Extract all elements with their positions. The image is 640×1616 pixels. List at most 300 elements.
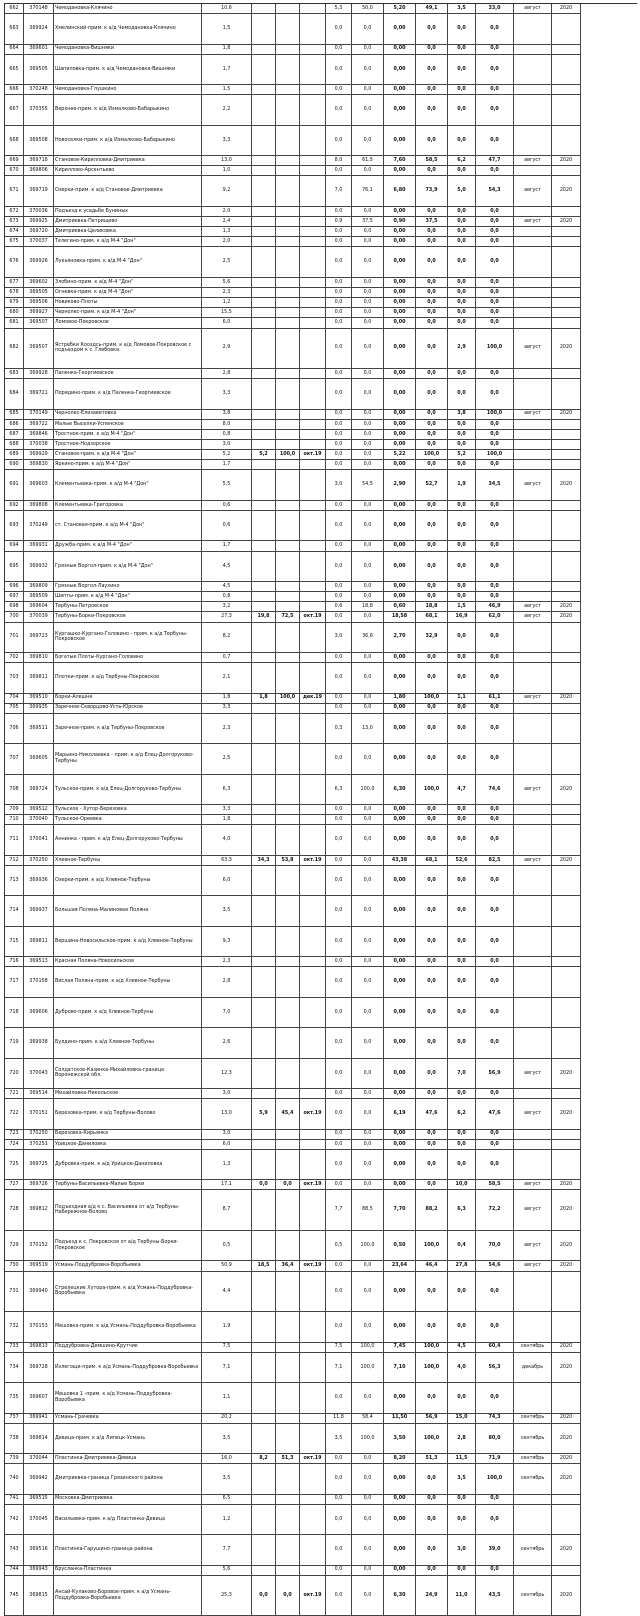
cell-month: [514, 14, 552, 44]
cell-value-c: 0,0: [448, 420, 476, 430]
cell-repaired-length: 5,2: [252, 450, 276, 460]
cell-row-number: 707: [5, 744, 24, 774]
cell-road-name: Хлевное-Тербуны: [54, 856, 202, 866]
cell-value-b: 0,00: [384, 1505, 416, 1535]
cell-value-b: 0,00: [384, 967, 416, 997]
cell-month: сентябрь: [514, 1414, 552, 1424]
cell-road-name: Клементьевка-Григоровка: [54, 501, 202, 511]
cell-value-a-percent: 0,0: [352, 1576, 384, 1616]
cell-repaired-length: [252, 927, 276, 957]
cell-repair-date: [300, 1028, 326, 1058]
cell-value-c-percent: 0,0: [476, 379, 514, 409]
cell-repaired-percent: [276, 653, 300, 663]
cell-road-length: 3,8: [202, 410, 252, 420]
cell-value-b-percent: 0,0: [416, 704, 448, 714]
cell-repaired-percent: [276, 1424, 300, 1454]
cell-row-number: 693: [5, 511, 24, 541]
cell-year: [552, 1566, 581, 1576]
cell-repaired-percent: [276, 1272, 300, 1313]
cell-repaired-percent: [276, 1495, 300, 1505]
cell-repaired-percent: [276, 1505, 300, 1535]
cell-row-number: 738: [5, 1424, 24, 1454]
cell-repaired-percent: [276, 1343, 300, 1353]
cell-value-b: 0,00: [384, 369, 416, 379]
cell-value-b: 0,00: [384, 166, 416, 176]
cell-road-name: Огневка-прим. к а/д М-4 "Дон": [54, 288, 202, 298]
cell-value-b: 8,20: [384, 1454, 416, 1464]
cell-row-number: 734: [5, 1353, 24, 1383]
cell-value-a-percent: 0,0: [352, 1272, 384, 1313]
cell-repair-date: [300, 85, 326, 95]
cell-road-id: 369846: [24, 430, 54, 440]
cell-road-id: 369725: [24, 1150, 54, 1180]
cell-repaired-percent: 0,0: [276, 1180, 300, 1190]
cell-month: [514, 440, 552, 450]
cell-road-name: Московка-Дмитриевка: [54, 1495, 202, 1505]
cell-value-c-percent: 0,0: [476, 582, 514, 592]
cell-row-number: 689: [5, 450, 24, 460]
cell-repaired-length: [252, 440, 276, 450]
cell-year: [552, 1383, 581, 1413]
cell-road-name: Верхнее-прим. к а/д Измалково-Бабарыкино: [54, 95, 202, 125]
cell-value-a: 3,0: [326, 470, 352, 500]
cell-value-b: 43,38: [384, 856, 416, 866]
cell-road-length: 12,3: [202, 1059, 252, 1089]
cell-row-number: 741: [5, 1495, 24, 1505]
cell-repaired-percent: [276, 623, 300, 653]
cell-value-b: 0,90: [384, 217, 416, 227]
cell-repair-date: [300, 1130, 326, 1140]
cell-value-c-percent: 0,0: [476, 227, 514, 237]
cell-road-name: Васильевка-прим. к а/д Пластинка-Девица: [54, 1505, 202, 1535]
cell-road-name: Вершина-Новосильское-прим. к а/д Хлевное-Тербуны: [54, 927, 202, 957]
cell-value-a: 8,0: [326, 156, 352, 166]
cell-value-b: 0,00: [384, 45, 416, 55]
cell-road-length: 10,6: [202, 4, 252, 14]
cell-value-a-percent: 54,5: [352, 470, 384, 500]
cell-repaired-length: [252, 866, 276, 896]
cell-repair-date: [300, 744, 326, 774]
cell-month: [514, 663, 552, 693]
cell-year: 2020: [552, 1454, 581, 1464]
cell-year: [552, 85, 581, 95]
cell-road-length: 17,1: [202, 1180, 252, 1190]
cell-repair-date: [300, 1140, 326, 1150]
cell-year: [552, 927, 581, 957]
cell-repaired-length: [252, 288, 276, 298]
cell-road-length: 3,0: [202, 1130, 252, 1140]
cell-value-c-percent: 74,6: [476, 775, 514, 805]
cell-road-id: 370036: [24, 207, 54, 217]
cell-value-c: 0,0: [448, 501, 476, 511]
cell-road-id: 369815: [24, 1576, 54, 1616]
cell-month: [514, 501, 552, 511]
cell-month: [514, 1505, 552, 1535]
cell-month: август: [514, 4, 552, 14]
cell-month: август: [514, 1180, 552, 1190]
cell-row-number: 688: [5, 440, 24, 450]
cell-value-b-percent: 0,0: [416, 541, 448, 551]
cell-value-c-percent: 0,0: [476, 957, 514, 967]
cell-value-a: 0,0: [326, 410, 352, 420]
cell-value-a-percent: 0,0: [352, 896, 384, 926]
cell-year: [552, 592, 581, 602]
cell-repaired-percent: [276, 896, 300, 926]
cell-value-c: 7,0: [448, 1059, 476, 1089]
cell-road-name: Березовка-Кирьянка: [54, 1130, 202, 1140]
cell-month: [514, 227, 552, 237]
cell-road-name: Чернолес-прим. к а/д М-4 "Дон": [54, 308, 202, 318]
cell-value-a: 0,0: [326, 896, 352, 926]
cell-repaired-length: [252, 410, 276, 420]
cell-value-c: 0,0: [448, 998, 476, 1028]
cell-repaired-percent: [276, 207, 300, 217]
cell-road-length: 1,5: [202, 14, 252, 44]
cell-value-a: 0,0: [326, 825, 352, 855]
cell-value-c: 0,0: [448, 1566, 476, 1576]
cell-row-number: 717: [5, 967, 24, 997]
road-works-table: [4, 3, 637, 1616]
cell-repaired-percent: [276, 440, 300, 450]
cell-repaired-percent: 0,0: [276, 1576, 300, 1616]
cell-value-c: 5,2: [448, 450, 476, 460]
cell-value-a-percent: 0,0: [352, 126, 384, 156]
cell-repaired-length: [252, 967, 276, 997]
cell-value-b-percent: 0,0: [416, 420, 448, 430]
cell-road-length: 0,6: [202, 501, 252, 511]
cell-repair-date: [300, 582, 326, 592]
cell-year: [552, 744, 581, 774]
cell-value-b-percent: 0,0: [416, 1495, 448, 1505]
cell-value-b-percent: 0,0: [416, 1464, 448, 1494]
cell-month: [514, 1130, 552, 1140]
cell-year: [552, 1150, 581, 1180]
cell-value-c: 0,0: [448, 866, 476, 896]
cell-value-b-percent: 100,0: [416, 1343, 448, 1353]
cell-road-id: 369507: [24, 329, 54, 370]
cell-value-a-percent: 0,0: [352, 805, 384, 815]
cell-repaired-length: [252, 704, 276, 714]
cell-value-a-percent: 0,0: [352, 998, 384, 1028]
cell-value-b: 2,70: [384, 623, 416, 653]
cell-value-a-percent: 0,0: [352, 207, 384, 217]
cell-value-b: 7,70: [384, 1190, 416, 1231]
cell-value-b: 0,00: [384, 1140, 416, 1150]
cell-value-c-percent: 100,0: [476, 450, 514, 460]
cell-year: [552, 247, 581, 277]
cell-value-a: 0,0: [326, 298, 352, 308]
cell-value-c: 3,0: [448, 1535, 476, 1565]
cell-road-name: Дуброво-прим. к а/д Хлевное-Тербуны: [54, 998, 202, 1028]
cell-value-a-percent: 0,0: [352, 85, 384, 95]
cell-value-a-percent: 0,0: [352, 1495, 384, 1505]
cell-road-name: Богатые Плоты-Кургано-Головино: [54, 653, 202, 663]
cell-value-a: 0,0: [326, 166, 352, 176]
cell-value-c: 0,0: [448, 957, 476, 967]
cell-year: [552, 379, 581, 409]
cell-value-c-percent: 47,6: [476, 1099, 514, 1129]
cell-road-length: 3,3: [202, 805, 252, 815]
cell-value-b-percent: 100,0: [416, 1353, 448, 1383]
cell-repair-date: окт.19: [300, 1099, 326, 1129]
cell-value-c-percent: 82,5: [476, 856, 514, 866]
cell-road-id: 369721: [24, 379, 54, 409]
cell-month: сентябрь: [514, 1454, 552, 1464]
cell-value-c-percent: 71,9: [476, 1454, 514, 1464]
cell-row-number: 715: [5, 927, 24, 957]
cell-road-name: Становое-прим. к а/д М-4 "Дон": [54, 450, 202, 460]
cell-value-b-percent: 0,0: [416, 1180, 448, 1190]
cell-value-b-percent: 0,0: [416, 318, 448, 328]
cell-repair-date: [300, 1231, 326, 1261]
cell-value-a-percent: 0,0: [352, 45, 384, 55]
cell-road-length: 2,3: [202, 957, 252, 967]
cell-road-name: Хмелинский-прим. к а/д Чемодановка-Клячино: [54, 14, 202, 44]
cell-road-id: 369728: [24, 1353, 54, 1383]
cell-value-c: 1,5: [448, 602, 476, 612]
cell-value-c-percent: 0,0: [476, 1566, 514, 1576]
cell-value-b: 0,00: [384, 552, 416, 582]
cell-year: [552, 1312, 581, 1342]
cell-repaired-percent: [276, 805, 300, 815]
cell-repaired-percent: [276, 329, 300, 370]
cell-repaired-length: [252, 1028, 276, 1058]
cell-value-c: 0,0: [448, 511, 476, 541]
cell-road-name: Заречное-прим. к а/д Тербуны-Покровское: [54, 714, 202, 744]
cell-road-length: 1,1: [202, 1383, 252, 1413]
cell-repaired-percent: [276, 1353, 300, 1383]
cell-repaired-percent: [276, 501, 300, 511]
cell-road-id: 369602: [24, 278, 54, 288]
cell-value-b: 0,00: [384, 288, 416, 298]
cell-value-a: 0,0: [326, 927, 352, 957]
cell-year: [552, 450, 581, 460]
cell-road-id: 369928: [24, 369, 54, 379]
cell-road-length: 3,0: [202, 440, 252, 450]
cell-road-name: Чемодановка-Глушкино: [54, 85, 202, 95]
cell-road-length: 7,7: [202, 1535, 252, 1565]
cell-repair-date: [300, 1272, 326, 1313]
cell-value-c: 1,1: [448, 694, 476, 704]
cell-value-b-percent: 0,0: [416, 126, 448, 156]
cell-repaired-length: [252, 430, 276, 440]
cell-road-id: 370249: [24, 511, 54, 541]
cell-year: 2020: [552, 602, 581, 612]
cell-value-a-percent: 0,0: [352, 450, 384, 460]
cell-value-c-percent: 47,7: [476, 156, 514, 166]
cell-year: [552, 207, 581, 217]
cell-road-length: 6,0: [202, 1140, 252, 1150]
cell-repaired-length: [252, 227, 276, 237]
cell-row-number: 691: [5, 470, 24, 500]
cell-month: [514, 815, 552, 825]
cell-month: [514, 1272, 552, 1313]
cell-road-length: 5,6: [202, 1566, 252, 1576]
cell-value-b: 0,00: [384, 430, 416, 440]
cell-value-b: 0,00: [384, 318, 416, 328]
cell-road-length: 1,8: [202, 815, 252, 825]
cell-repaired-percent: [276, 176, 300, 206]
cell-year: 2020: [552, 1576, 581, 1616]
cell-value-b-percent: 0,0: [416, 998, 448, 1028]
cell-road-length: 2,2: [202, 95, 252, 125]
cell-value-c: 0,0: [448, 896, 476, 926]
cell-year: [552, 308, 581, 318]
cell-value-b-percent: 0,0: [416, 1272, 448, 1313]
cell-value-c: 1,9: [448, 470, 476, 500]
cell-road-length: 0,5: [202, 1231, 252, 1261]
cell-value-c: 5,0: [448, 176, 476, 206]
cell-road-name: Порядино-прим. к а/д Паленка-Георгиевское: [54, 379, 202, 409]
cell-road-length: 9,3: [202, 927, 252, 957]
cell-road-id: 369519: [24, 1261, 54, 1271]
cell-value-a-percent: 0,0: [352, 967, 384, 997]
cell-road-length: 1,3: [202, 1150, 252, 1180]
cell-value-c-percent: 0,0: [476, 440, 514, 450]
cell-value-b: 0,00: [384, 896, 416, 926]
cell-value-a-percent: 13,0: [352, 714, 384, 744]
cell-repaired-percent: [276, 278, 300, 288]
cell-value-a-percent: 0,0: [352, 1454, 384, 1464]
cell-repair-date: [300, 176, 326, 206]
cell-value-c-percent: 0,0: [476, 866, 514, 896]
cell-year: [552, 805, 581, 815]
cell-year: [552, 653, 581, 663]
cell-row-number: 730: [5, 1261, 24, 1271]
cell-road-id: 369938: [24, 1028, 54, 1058]
cell-repaired-length: [252, 1535, 276, 1565]
cell-repair-date: [300, 1150, 326, 1180]
cell-year: 2020: [552, 1180, 581, 1190]
cell-month: август: [514, 612, 552, 622]
cell-repaired-length: 8,2: [252, 1454, 276, 1464]
cell-road-id: 369809: [24, 582, 54, 592]
cell-row-number: 694: [5, 541, 24, 551]
cell-road-name: Чернолес-Елизаветовка: [54, 410, 202, 420]
cell-value-a: 0,5: [326, 1231, 352, 1261]
cell-road-id: 369936: [24, 866, 54, 896]
cell-road-id: 370152: [24, 1231, 54, 1261]
cell-road-name: Тростное-Нодзорское: [54, 440, 202, 450]
cell-month: сентябрь: [514, 1424, 552, 1454]
cell-value-a: 0,0: [326, 379, 352, 409]
cell-month: август: [514, 1190, 552, 1231]
cell-row-number: 673: [5, 217, 24, 227]
cell-value-a-percent: 0,0: [352, 288, 384, 298]
cell-repaired-length: [252, 1566, 276, 1576]
cell-value-b-percent: 0,0: [416, 1089, 448, 1099]
cell-value-a: 0,0: [326, 460, 352, 470]
cell-road-length: 8,0: [202, 420, 252, 430]
cell-year: [552, 704, 581, 714]
cell-road-name: Новоселки-прим. к а/д Измалково-Бабарыкино: [54, 126, 202, 156]
cell-value-c-percent: 0,0: [476, 1089, 514, 1099]
cell-value-a-percent: 0,0: [352, 927, 384, 957]
cell-value-a: 0,0: [326, 420, 352, 430]
cell-value-b-percent: 0,0: [416, 85, 448, 95]
cell-road-id: 369720: [24, 227, 54, 237]
cell-repair-date: [300, 329, 326, 370]
cell-value-a-percent: 0,0: [352, 592, 384, 602]
cell-repaired-length: [252, 592, 276, 602]
cell-value-c-percent: 0,0: [476, 14, 514, 44]
cell-value-c: 0,0: [448, 430, 476, 440]
cell-value-b-percent: 0,0: [416, 55, 448, 85]
cell-road-length: 6,0: [202, 866, 252, 896]
cell-value-a-percent: 0,0: [352, 1059, 384, 1089]
cell-value-a-percent: 0,0: [352, 1099, 384, 1129]
cell-value-b-percent: 0,0: [416, 825, 448, 855]
cell-repaired-percent: [276, 95, 300, 125]
cell-repair-date: окт.19: [300, 1576, 326, 1616]
cell-row-number: 678: [5, 288, 24, 298]
cell-road-name: Клементьевка-прим. к а/д М-4 "Дон": [54, 470, 202, 500]
cell-repair-date: [300, 278, 326, 288]
cell-value-a-percent: 0,0: [352, 166, 384, 176]
cell-road-length: 3,3: [202, 126, 252, 156]
cell-month: [514, 967, 552, 997]
cell-value-c-percent: 33,0: [476, 4, 514, 14]
cell-repaired-length: [252, 552, 276, 582]
cell-road-id: 369830: [24, 460, 54, 470]
cell-value-a-percent: 58,4: [352, 1414, 384, 1424]
cell-row-number: 723: [5, 1130, 24, 1140]
cell-row-number: 664: [5, 45, 24, 55]
cell-month: [514, 1566, 552, 1576]
cell-value-b-percent: 24,9: [416, 1576, 448, 1616]
cell-value-c: 3,5: [448, 1464, 476, 1494]
cell-road-id: 369929: [24, 450, 54, 460]
cell-road-id: 369806: [24, 166, 54, 176]
cell-value-c-percent: 0,0: [476, 85, 514, 95]
cell-year: 2020: [552, 1231, 581, 1261]
cell-value-b-percent: 0,0: [416, 278, 448, 288]
cell-road-length: 1,3: [202, 227, 252, 237]
cell-repaired-length: [252, 45, 276, 55]
cell-month: [514, 207, 552, 217]
cell-month: декабрь: [514, 1353, 552, 1383]
cell-road-length: 1,7: [202, 55, 252, 85]
cell-value-c-percent: 0,0: [476, 967, 514, 997]
cell-road-length: 4,4: [202, 1272, 252, 1313]
cell-row-number: 684: [5, 379, 24, 409]
cell-value-a-percent: 0,0: [352, 552, 384, 582]
cell-repaired-percent: [276, 592, 300, 602]
cell-repair-date: окт.19: [300, 612, 326, 622]
cell-value-c: 10,0: [448, 1180, 476, 1190]
cell-road-length: 50,9: [202, 1261, 252, 1271]
cell-row-number: 681: [5, 318, 24, 328]
cell-road-name: Борки-Алешня: [54, 694, 202, 704]
cell-value-a: 0,0: [326, 450, 352, 460]
cell-road-id: 369513: [24, 957, 54, 967]
cell-repaired-percent: [276, 1231, 300, 1261]
cell-year: [552, 288, 581, 298]
cell-value-c: 6,2: [448, 1099, 476, 1129]
cell-value-c-percent: 0,0: [476, 1130, 514, 1140]
cell-value-a-percent: 50,0: [352, 4, 384, 14]
cell-value-b: 0,00: [384, 1130, 416, 1140]
cell-month: [514, 592, 552, 602]
cell-value-b-percent: 37,5: [416, 217, 448, 227]
cell-value-b-percent: 0,0: [416, 460, 448, 470]
cell-year: [552, 663, 581, 693]
cell-road-name: Чемодановка-Вишняки: [54, 45, 202, 55]
cell-value-c: 0,0: [448, 1505, 476, 1535]
cell-value-c: 0,0: [448, 1150, 476, 1180]
cell-value-a: 0,9: [326, 217, 352, 227]
cell-year: 2020: [552, 612, 581, 622]
